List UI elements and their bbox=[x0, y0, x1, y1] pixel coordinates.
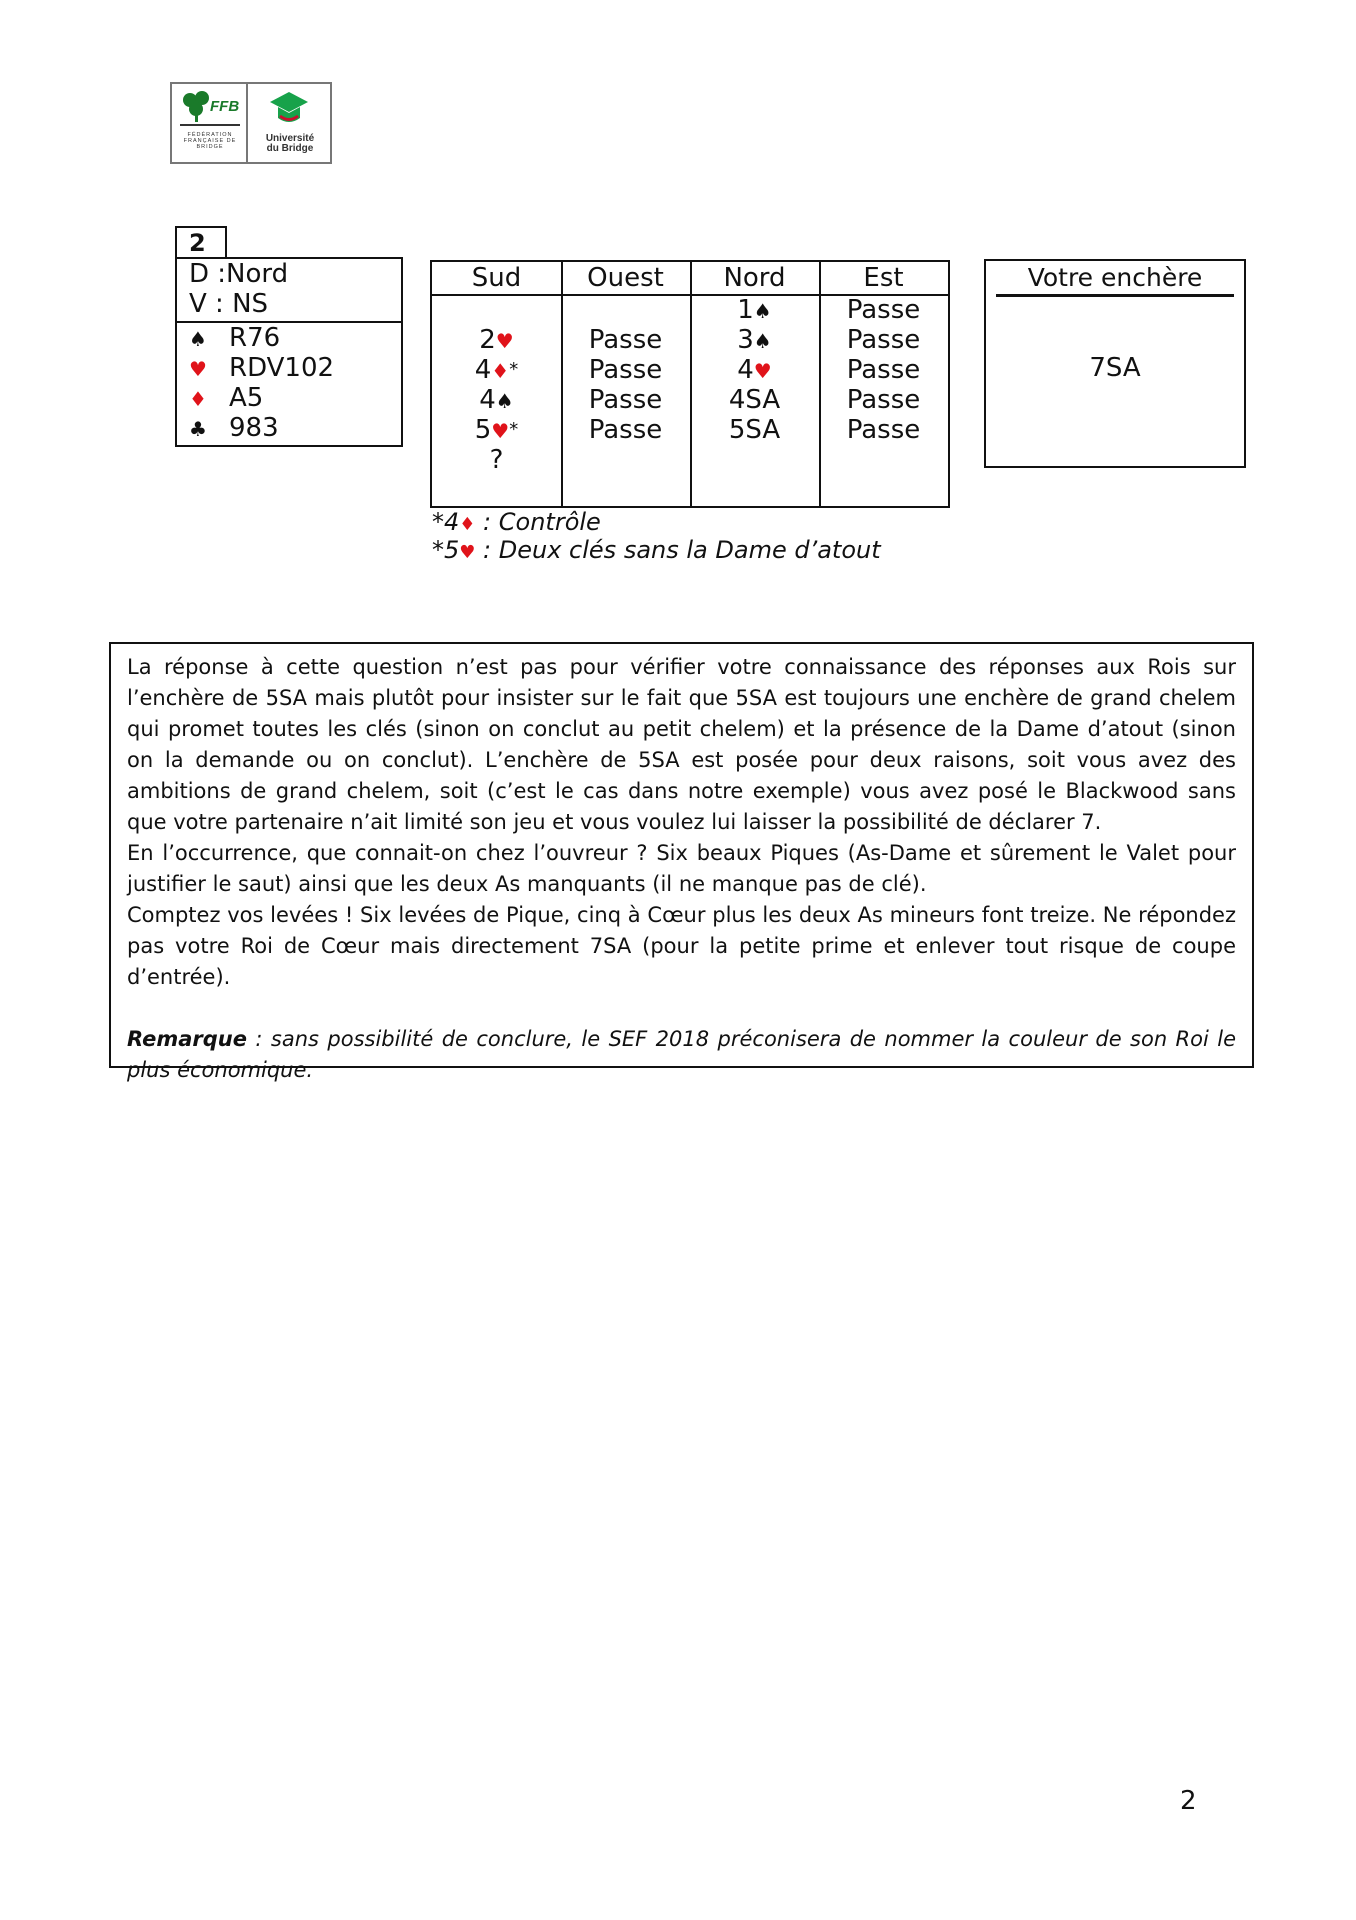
bid-ouest-2: Passe bbox=[588, 355, 663, 385]
remark bbox=[127, 1024, 1236, 1086]
heart-icon: ♥ bbox=[491, 419, 510, 443]
diamond-icon: ♦ bbox=[491, 359, 510, 383]
page-number: 2 bbox=[1180, 1786, 1197, 1816]
graduation-cap-icon bbox=[268, 90, 310, 130]
explanation-paragraph: La réponse à cette question n’est pas pour vérifier votre connaissance des réponses aux Rois sur l’enchère de 5SA mais plutôt pour insister sur le fait que 5SA est toujours une enchère de grand chelem qui promet toutes les clés (sinon on conclut au petit chelem) et la présence de la Dame d’atout (sinon on la demande ou on conclut). L’enchère de 5SA est posée pour deux raisons, soit vous avez des ambitions de grand chelem, soit (c’est le cas dans notre exemple) vous avez posé le Blackwood sans que votre partenaire n’ait limité son jeu et vous voulez lui laisser la possibilité de déclarer 7. bbox=[127, 655, 1236, 834]
bid-est-0: Passe bbox=[846, 295, 921, 325]
auction-table bbox=[430, 260, 950, 508]
note-heart: *5♥ : Deux clés sans la Dame d’atout bbox=[432, 536, 881, 564]
bid-sud-4: 5♥* bbox=[474, 415, 519, 445]
header-est: Est bbox=[863, 263, 904, 293]
spade-icon: ♠ bbox=[189, 327, 207, 351]
bid-est-1: Passe bbox=[846, 325, 921, 355]
deal-header bbox=[177, 259, 401, 323]
bid-ouest-1: Passe bbox=[588, 325, 663, 355]
bid-sud-2: 4♦* bbox=[474, 355, 519, 385]
bid-sud-1: 2♥ bbox=[479, 325, 514, 355]
universite-line1: Université bbox=[265, 133, 315, 144]
bid-est-2: Passe bbox=[846, 355, 921, 385]
bid-nord-4: 5SA bbox=[728, 415, 781, 445]
diamond-icon: ♦ bbox=[189, 387, 207, 411]
bid-ouest-4: Passe bbox=[588, 415, 663, 445]
diamond-icon: ♦ bbox=[459, 514, 476, 535]
header-nord: Nord bbox=[723, 263, 786, 293]
remark-text: : sans possibilité de conclure, le SEF 2018 préconisera de nommer la couleur de son Roi le plus économique. bbox=[127, 1027, 1236, 1082]
universite-line2: du Bridge bbox=[266, 143, 314, 154]
ffb-logo-left bbox=[172, 84, 248, 162]
hand-hearts bbox=[189, 353, 334, 384]
deal-box bbox=[175, 257, 403, 447]
heart-icon: ♥ bbox=[495, 329, 514, 353]
bid-est-4: Passe bbox=[846, 415, 921, 445]
hand-clubs bbox=[189, 413, 279, 444]
club-icon: ♣ bbox=[189, 417, 207, 441]
bid-sud-5: ? bbox=[489, 445, 504, 475]
spade-icon: ♠ bbox=[753, 299, 772, 323]
hand-diamonds bbox=[189, 383, 263, 414]
answer-box bbox=[984, 259, 1246, 468]
answer-bid: 7SA bbox=[1089, 353, 1141, 383]
remark-label: Remarque bbox=[127, 1027, 248, 1051]
spade-icon: ♠ bbox=[495, 389, 514, 413]
federation-name: FÉDÉRATION FRANÇAISE DE BRIDGE bbox=[183, 132, 237, 150]
bid-est-3: Passe bbox=[846, 385, 921, 415]
logo-divider bbox=[180, 124, 240, 126]
bid-nord-3: 4SA bbox=[728, 385, 781, 415]
diamond-cards: A5 bbox=[229, 383, 264, 413]
heart-icon: ♥ bbox=[459, 542, 476, 563]
ffb-logo bbox=[170, 82, 332, 164]
explanation-paragraph: Comptez vos levées ! Six levées de Pique, cinq à Cœur plus les deux As mineurs font treize. Ne répondez pas votre Roi de Cœur mais directement 7SA (pour la petite prime et enlever tout risque de coupe d’entrée). bbox=[127, 903, 1236, 989]
answer-box-title: Votre enchère bbox=[1027, 263, 1203, 292]
heart-cards: RDV102 bbox=[229, 353, 335, 383]
bid-nord-2: 4♥ bbox=[737, 355, 772, 385]
explanation-paragraph: En l’occurrence, que connait-on chez l’ouvreur ? Six beaux Piques (As-Dame et sûrement le Valet pour justifier le saut) ainsi que les deux As manquants (il ne manque pas de clé). bbox=[127, 841, 1236, 896]
universite-name bbox=[252, 134, 328, 154]
bid-nord-0: 1♠ bbox=[737, 295, 772, 325]
header-ouest: Ouest bbox=[587, 263, 664, 293]
vulnerability: V : NS bbox=[189, 289, 269, 319]
hand-spades bbox=[189, 323, 280, 354]
spade-cards: R76 bbox=[229, 323, 281, 353]
board-number: 2 bbox=[175, 226, 227, 258]
dealer: D :Nord bbox=[189, 259, 289, 289]
answer-box-rule bbox=[996, 294, 1234, 297]
note-diamond: *4♦ : Contrôle bbox=[432, 508, 601, 536]
ffb-brand: FFB bbox=[210, 98, 240, 115]
universite-logo bbox=[248, 84, 330, 162]
bid-ouest-3: Passe bbox=[588, 385, 663, 415]
heart-icon: ♥ bbox=[753, 359, 772, 383]
spade-icon: ♠ bbox=[753, 329, 772, 353]
header-sud: Sud bbox=[471, 263, 522, 293]
heart-icon: ♥ bbox=[189, 357, 207, 381]
bid-nord-1: 3♠ bbox=[737, 325, 772, 355]
bid-sud-3: 4♠ bbox=[479, 385, 514, 415]
club-cards: 983 bbox=[229, 413, 279, 443]
explanation-box bbox=[109, 642, 1254, 1082]
